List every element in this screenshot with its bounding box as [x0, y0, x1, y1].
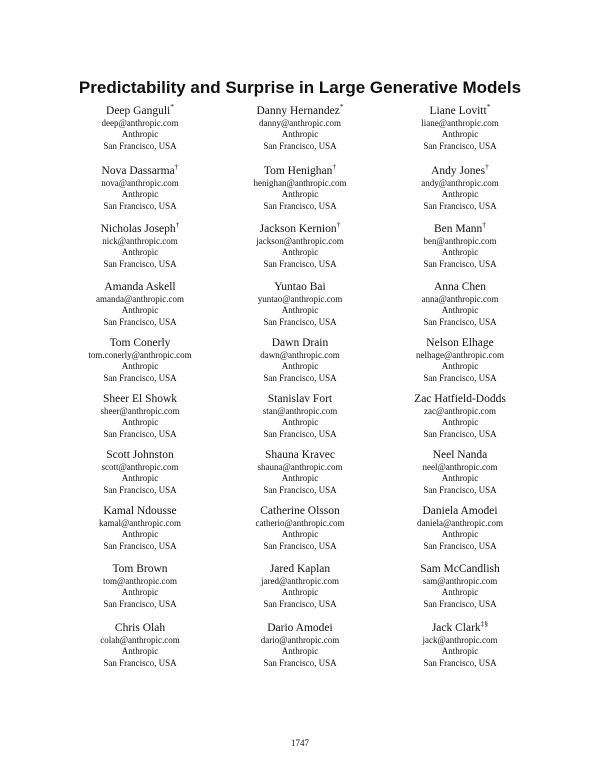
author-location: San Francisco, USA [103, 657, 177, 668]
author-block [210, 280, 390, 328]
author-name: Jared Kaplan [269, 563, 331, 575]
author-location: San Francisco, USA [103, 598, 177, 609]
author-affiliation: Anthropic [121, 247, 159, 258]
author-location: San Francisco, USA [103, 140, 177, 151]
author-affiliation: Anthropic [441, 587, 479, 598]
author-name: Shauna Kravec [265, 449, 335, 461]
author-email: dario@anthropic.com [260, 635, 340, 645]
author-name: Tom Henighan† [263, 162, 337, 177]
author-block [370, 336, 550, 384]
author-block [370, 280, 550, 328]
author-name: Liane Lovitt* [429, 102, 491, 117]
author-block [210, 448, 390, 496]
author-affiliation: Anthropic [121, 473, 159, 484]
author-email: dawn@anthropic.com [260, 350, 340, 360]
author-affiliation: Anthropic [441, 305, 479, 316]
author-block [210, 104, 390, 152]
author-row [0, 280, 600, 340]
author-email: henighan@anthropic.com [253, 178, 347, 188]
author-name: Nova Dassarma† [101, 162, 179, 177]
author-affiliation: Anthropic [441, 529, 479, 540]
author-note-mark: * [339, 102, 344, 112]
author-affiliation: Anthropic [281, 305, 319, 316]
author-name: Yuntao Bai [274, 281, 326, 293]
author-block [50, 562, 230, 610]
author-email: neel@anthropic.com [422, 462, 498, 472]
author-name: Anna Chen [433, 281, 487, 293]
author-block [50, 222, 230, 270]
author-note-mark: ‡§ [480, 619, 489, 629]
author-affiliation: Anthropic [281, 473, 319, 484]
author-email: kamal@anthropic.com [98, 518, 181, 528]
author-email: anna@anthropic.com [421, 294, 499, 304]
author-email: jared@anthropic.com [260, 576, 339, 586]
author-email: sheer@anthropic.com [100, 406, 180, 416]
author-name: Dario Amodei [267, 622, 333, 634]
author-affiliation: Anthropic [441, 417, 479, 428]
author-name: Ben Mann† [434, 220, 486, 235]
author-block [370, 104, 550, 152]
author-affiliation: Anthropic [441, 361, 479, 372]
author-affiliation: Anthropic [121, 189, 159, 200]
author-block [370, 164, 550, 212]
author-name: Stanislav Fort [267, 393, 333, 405]
author-name: Dawn Drain [271, 337, 329, 349]
author-block [210, 222, 390, 270]
author-name: Tom Conerly [109, 337, 171, 349]
page-number: 1747 [291, 738, 309, 748]
author-block [370, 621, 550, 669]
author-affiliation: Anthropic [121, 529, 159, 540]
author-location: San Francisco, USA [263, 316, 337, 327]
author-name: Kamal Ndousse [103, 505, 177, 517]
author-row [0, 164, 600, 224]
author-name: Deep Ganguli* [106, 102, 174, 117]
author-affiliation: Anthropic [121, 417, 159, 428]
author-location: San Francisco, USA [103, 200, 177, 211]
author-location: San Francisco, USA [103, 484, 177, 495]
author-block [50, 621, 230, 669]
author-note-mark: * [486, 102, 491, 112]
author-affiliation: Anthropic [441, 129, 479, 140]
author-row [0, 104, 600, 164]
author-note-mark: † [336, 220, 341, 230]
author-email: tom@anthropic.com [102, 576, 178, 586]
author-location: San Francisco, USA [263, 484, 337, 495]
author-note-mark: † [175, 220, 180, 230]
author-note-mark: † [482, 220, 486, 230]
author-row [0, 336, 600, 396]
author-email: shauna@anthropic.com [257, 462, 343, 472]
author-affiliation: Anthropic [281, 247, 319, 258]
author-affiliation: Anthropic [281, 417, 319, 428]
author-block [370, 222, 550, 270]
author-location: San Francisco, USA [263, 372, 337, 383]
author-location: San Francisco, USA [263, 428, 337, 439]
author-name: Catherine Olsson [260, 505, 340, 517]
author-block [50, 104, 230, 152]
author-location: San Francisco, USA [103, 540, 177, 551]
author-affiliation: Anthropic [121, 361, 159, 372]
author-block [50, 280, 230, 328]
author-location: San Francisco, USA [423, 200, 497, 211]
author-location: San Francisco, USA [103, 372, 177, 383]
author-block [210, 562, 390, 610]
author-affiliation: Anthropic [121, 305, 159, 316]
author-affiliation: Anthropic [441, 247, 479, 258]
author-email: tom.conerly@anthropic.com [88, 350, 192, 360]
author-email: scott@anthropic.com [101, 462, 179, 472]
author-email: amanda@anthropic.com [95, 294, 184, 304]
author-email: stan@anthropic.com [262, 406, 338, 416]
author-location: San Francisco, USA [263, 258, 337, 269]
author-name: Amanda Askell [104, 281, 176, 293]
author-affiliation: Anthropic [441, 646, 479, 657]
author-affiliation: Anthropic [121, 129, 159, 140]
author-name: Neel Nanda [432, 449, 488, 461]
author-name: Nicholas Joseph† [100, 220, 180, 235]
author-email: nick@anthropic.com [102, 236, 178, 246]
author-block [210, 336, 390, 384]
author-location: San Francisco, USA [423, 372, 497, 383]
author-name: Daniela Amodei [422, 505, 498, 517]
author-email: liane@anthropic.com [421, 118, 499, 128]
author-location: San Francisco, USA [263, 598, 337, 609]
author-location: San Francisco, USA [263, 140, 337, 151]
author-location: San Francisco, USA [423, 540, 497, 551]
author-row [0, 222, 600, 282]
author-affiliation: Anthropic [281, 587, 319, 598]
author-name: Jack Clark‡§ [431, 619, 489, 634]
author-email: catherio@anthropic.com [255, 518, 345, 528]
author-location: San Francisco, USA [103, 428, 177, 439]
author-affiliation: Anthropic [121, 646, 159, 657]
paper-title: Predictability and Surprise in Large Generative Models [78, 78, 522, 97]
author-affiliation: Anthropic [281, 361, 319, 372]
author-email: jack@anthropic.com [422, 635, 498, 645]
author-note-mark: † [174, 162, 179, 172]
author-location: San Francisco, USA [423, 657, 497, 668]
author-name: Tom Brown [112, 563, 168, 575]
author-row [0, 621, 600, 681]
author-note-mark: * [170, 102, 174, 112]
author-email: nelhage@anthropic.com [415, 350, 504, 360]
author-email: jackson@anthropic.com [256, 236, 344, 246]
author-location: San Francisco, USA [423, 258, 497, 269]
author-affiliation: Anthropic [281, 646, 319, 657]
author-affiliation: Anthropic [281, 129, 319, 140]
author-location: San Francisco, USA [423, 598, 497, 609]
author-block [370, 562, 550, 610]
author-email: yuntao@anthropic.com [257, 294, 343, 304]
author-location: San Francisco, USA [263, 200, 337, 211]
author-block [50, 392, 230, 440]
author-location: San Francisco, USA [103, 258, 177, 269]
author-name: Danny Hernandez* [256, 102, 344, 117]
author-block [370, 504, 550, 552]
author-location: San Francisco, USA [423, 428, 497, 439]
author-affiliation: Anthropic [441, 473, 479, 484]
author-name: Nelson Elhage [426, 337, 494, 349]
author-block [50, 336, 230, 384]
author-name: Sam McCandlish [420, 563, 500, 575]
author-email: daniela@anthropic.com [416, 518, 503, 528]
author-affiliation: Anthropic [281, 189, 319, 200]
author-location: San Francisco, USA [423, 484, 497, 495]
author-email: andy@anthropic.com [421, 178, 499, 188]
author-block [210, 164, 390, 212]
author-note-mark: † [485, 162, 489, 172]
author-block [370, 448, 550, 496]
author-email: sam@anthropic.com [422, 576, 498, 586]
author-block [210, 504, 390, 552]
author-block [50, 448, 230, 496]
author-name: Zac Hatfield-Dodds [414, 393, 506, 405]
author-email: colah@anthropic.com [100, 635, 180, 645]
author-name: Chris Olah [114, 622, 166, 634]
author-row [0, 504, 600, 564]
author-email: zac@anthropic.com [423, 406, 496, 416]
author-location: San Francisco, USA [263, 540, 337, 551]
author-email: ben@anthropic.com [423, 236, 497, 246]
author-name: Andy Jones† [431, 162, 489, 177]
author-name: Scott Johnston [106, 449, 174, 461]
author-location: San Francisco, USA [263, 657, 337, 668]
author-email: nova@anthropic.com [101, 178, 179, 188]
author-affiliation: Anthropic [121, 587, 159, 598]
author-note-mark: † [332, 162, 337, 172]
author-email: deep@anthropic.com [101, 118, 179, 128]
author-row [0, 562, 600, 622]
author-location: San Francisco, USA [103, 316, 177, 327]
author-name: Sheer El Showk [102, 393, 178, 405]
author-block [50, 164, 230, 212]
author-location: San Francisco, USA [423, 140, 497, 151]
author-name: Jackson Kernion† [259, 220, 341, 235]
author-block [210, 392, 390, 440]
author-block [370, 392, 550, 440]
author-affiliation: Anthropic [441, 189, 479, 200]
author-location: San Francisco, USA [423, 316, 497, 327]
author-email: danny@anthropic.com [258, 118, 341, 128]
author-affiliation: Anthropic [281, 529, 319, 540]
author-block [210, 621, 390, 669]
author-block [50, 504, 230, 552]
author-row [0, 392, 600, 452]
author-row [0, 448, 600, 508]
